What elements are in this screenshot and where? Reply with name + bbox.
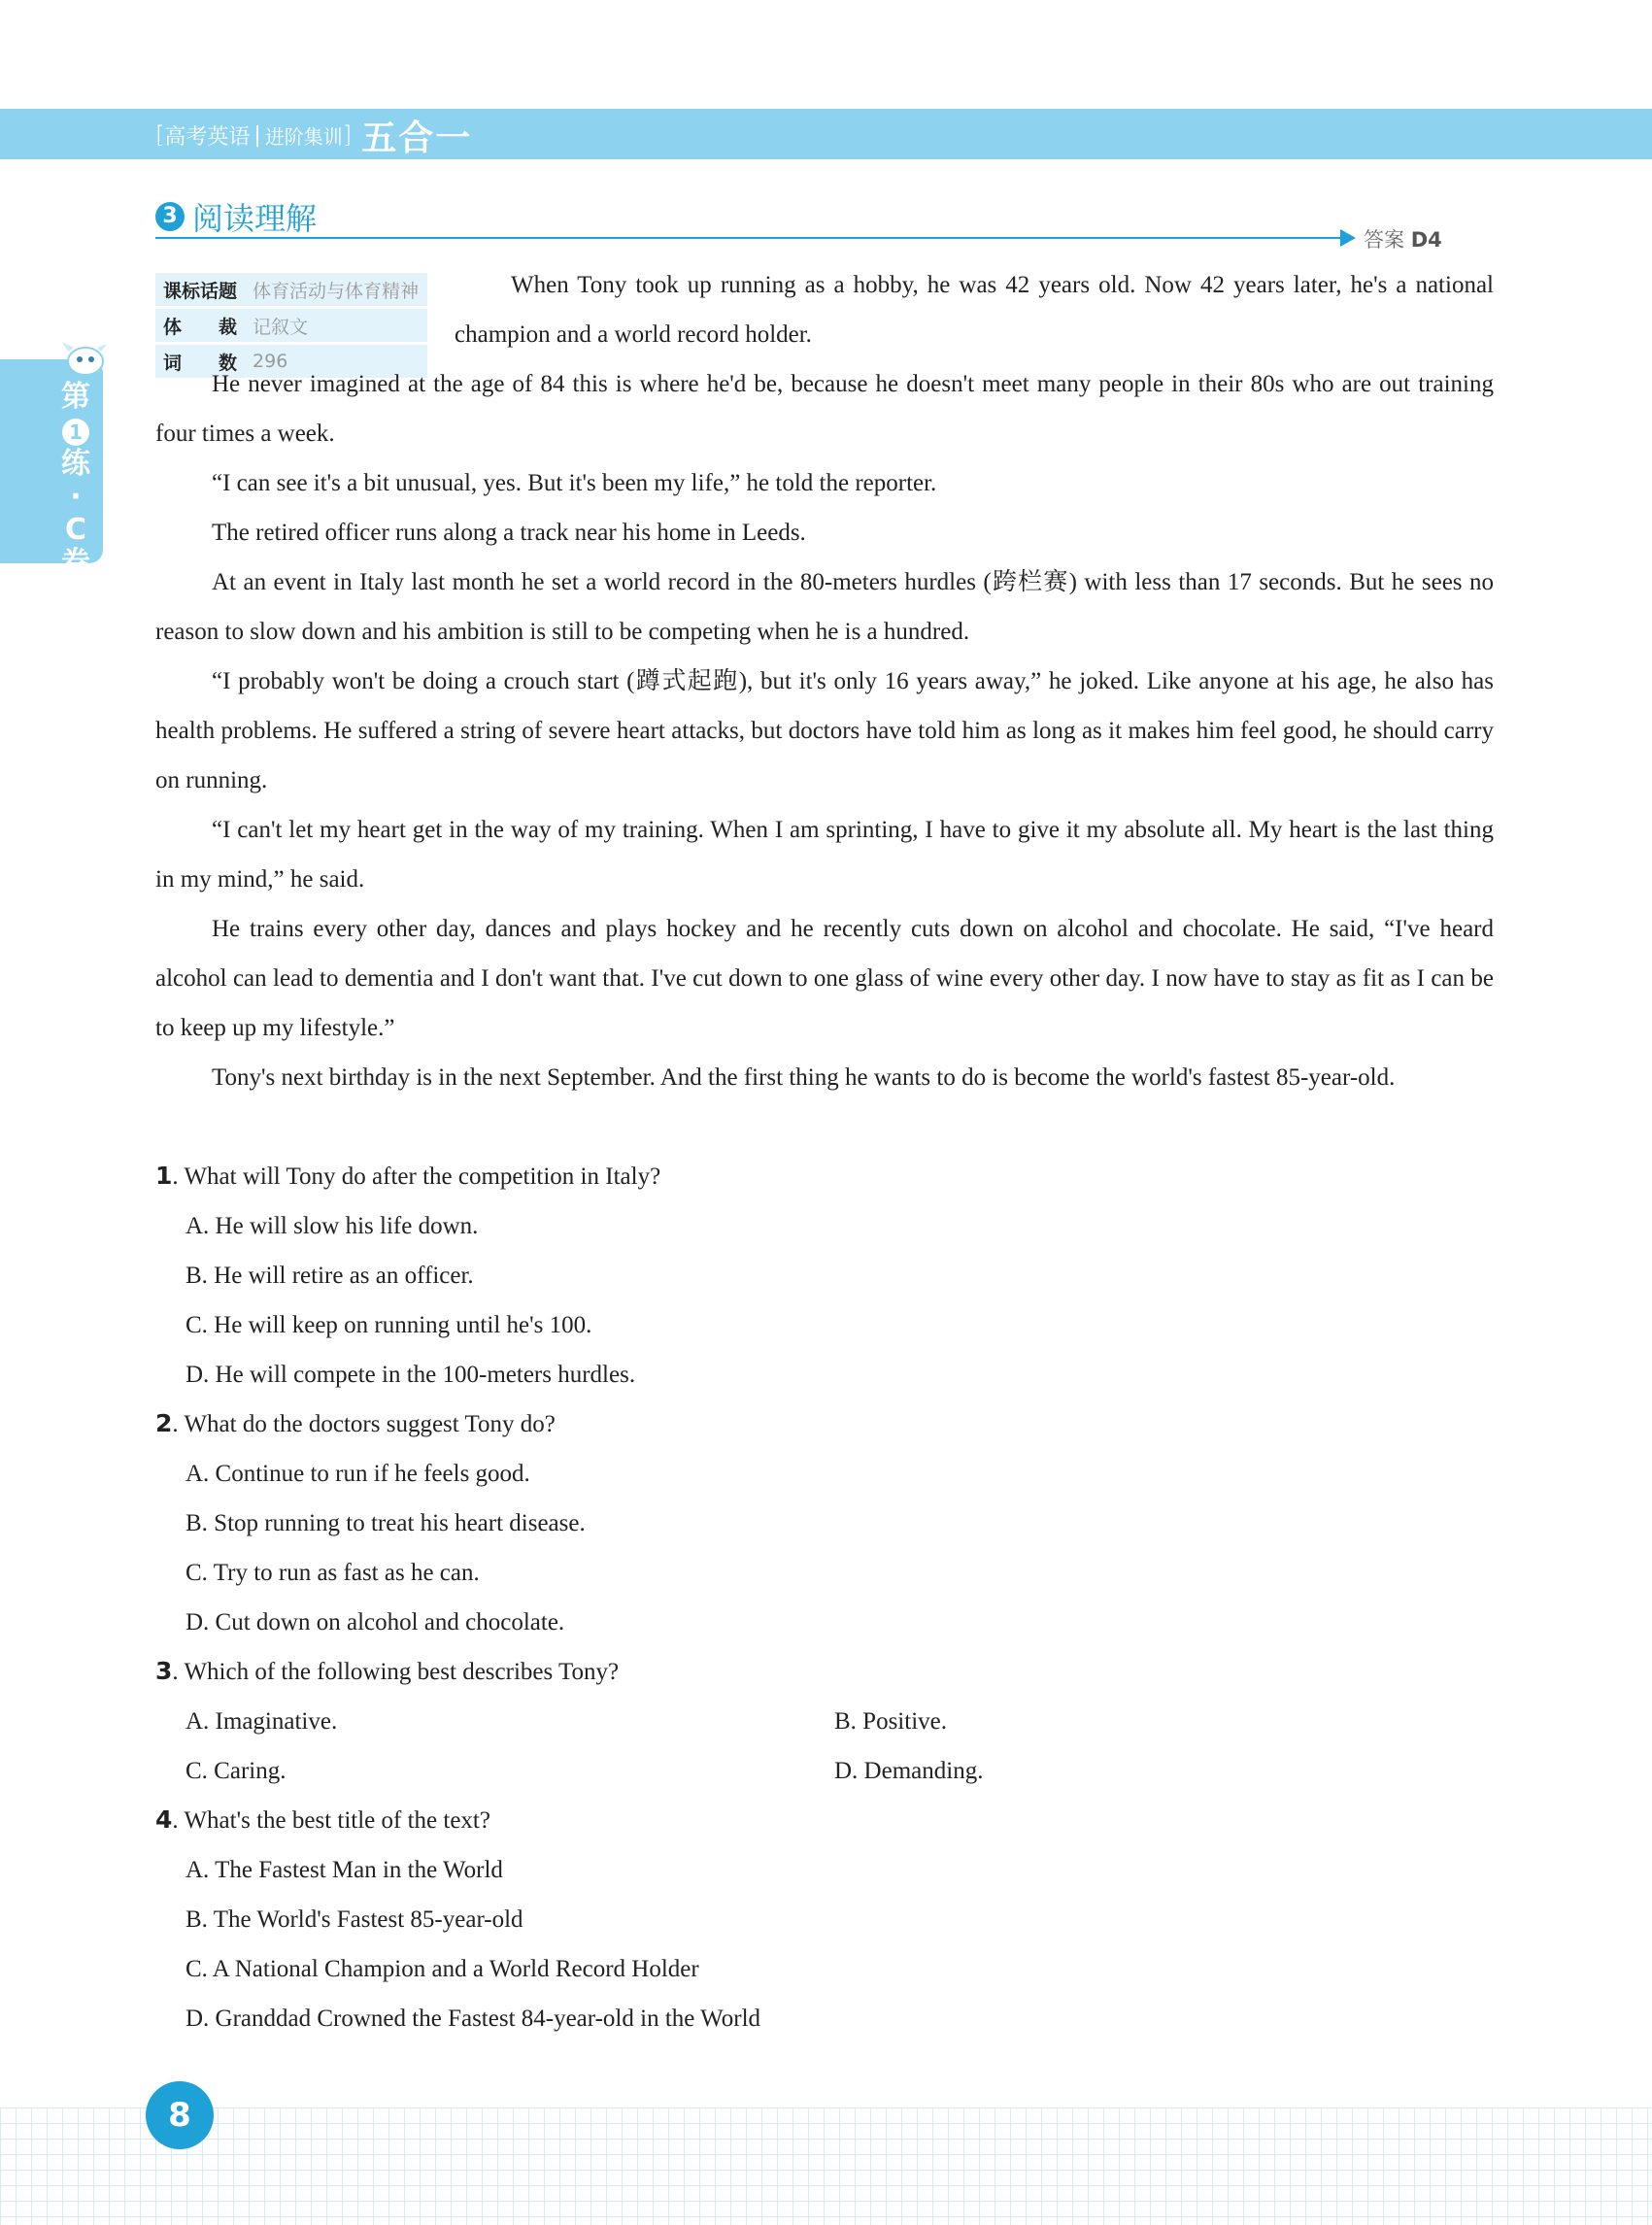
- header-bracket-right: ]: [342, 121, 353, 149]
- option-d[interactable]: D. He will compete in the 100-meters hurdles.: [185, 1362, 636, 1388]
- option-b[interactable]: B. He will retire as an officer.: [185, 1263, 474, 1289]
- header-bracket-left: [: [155, 121, 165, 149]
- question-number: 3: [155, 1657, 173, 1685]
- side-tab-line4: 卷: [61, 546, 90, 580]
- option-b[interactable]: B. Stop running to treat his heart disease.: [185, 1510, 586, 1536]
- passage-paragraph-6: “I probably won't be doing a crouch start (蹲式起跑), but it's only 16 years away,” he joked. Like anyone at his age, he also has health problems. He suffered a string of severe heart attacks, but doctors have told him as long as it makes him feel good, he should carry on running.: [155, 668, 1494, 793]
- question-number: 2: [155, 1409, 173, 1437]
- header-separator: |: [253, 122, 261, 148]
- side-tab-label: [54, 381, 97, 580]
- side-tab-line2: 练: [61, 447, 90, 481]
- question-number: 4: [155, 1805, 173, 1834]
- genre-label: 体 裁: [155, 309, 245, 342]
- header-series: 高考英语: [164, 124, 251, 150]
- option-a[interactable]: A. The Fastest Man in the World: [185, 1857, 503, 1883]
- passage-paragraph-5: At an event in Italy last month he set a world record in the 80-meters hurdles (跨栏赛) with less than 17 seconds. But he sees no reason to slow down and his ambition is still to be competing when he is a hundred.: [155, 569, 1494, 645]
- question-2: [155, 1399, 586, 1647]
- question-number: 1: [155, 1162, 173, 1190]
- section-title: [155, 194, 317, 239]
- header-main-title: 五合一: [361, 118, 473, 158]
- words-value: 296: [245, 345, 427, 378]
- option-a[interactable]: A. Imaginative.: [185, 1708, 338, 1735]
- option-b[interactable]: B. The World's Fastest 85-year-old: [185, 1906, 523, 1933]
- passage-paragraph-2: He never imagined at the age of 84 this is where he'd be, because he doesn't meet many people in their 80s who are out training four times a week.: [155, 371, 1494, 447]
- passage-paragraph-1: When Tony took up running as a hobby, he was 42 years old. Now 42 years later, he's a national champion and a world record holder.: [455, 272, 1494, 348]
- question-text: . What will Tony do after the competition in Italy?: [172, 1163, 661, 1190]
- passage-paragraph-3: “I can see it's a bit unusual, yes. But it's been my life,” he told the reporter.: [212, 470, 937, 496]
- option-a[interactable]: A. He will slow his life down.: [185, 1213, 479, 1239]
- passage-paragraph-9: Tony's next birthday is in the next September. And the first thing he wants to do is become the world's fastest 85-year-old.: [212, 1064, 1396, 1091]
- side-tab-line3: C: [64, 513, 87, 547]
- topic-label: 课标话题: [155, 273, 245, 306]
- topic-value: 体育活动与体育精神: [245, 273, 427, 306]
- section-number-icon: 3: [155, 202, 185, 231]
- passage-body: [155, 359, 1494, 1102]
- passage-paragraph-8: He trains every other day, dances and plays hockey and he recently cuts down on alcohol and chocolate. He said, “I've heard alcohol can lead to dementia and I don't want that. I've cut down to one glass of wine every other day. I now have to stay as fit as I can be to keep up my lifestyle.”: [155, 916, 1494, 1041]
- answer-reference: [1364, 224, 1442, 253]
- option-d[interactable]: D. Cut down on alcohol and chocolate.: [185, 1609, 565, 1635]
- genre-value: 记叙文: [245, 309, 427, 342]
- book-header: [155, 115, 473, 158]
- option-c[interactable]: C. A National Champion and a World Record Holder: [185, 1956, 699, 1982]
- question-1: [155, 1151, 660, 1399]
- question-4: [155, 1795, 760, 2043]
- option-b[interactable]: B. Positive.: [834, 1708, 947, 1735]
- side-tab-dot: ·: [70, 480, 82, 514]
- question-3: [155, 1646, 1453, 1796]
- section-label: 阅读理解: [192, 200, 318, 237]
- option-c[interactable]: C. Caring.: [185, 1758, 287, 1784]
- option-row: [155, 1697, 1453, 1746]
- side-tab-number: 1: [62, 419, 89, 446]
- answer-code: D4: [1410, 228, 1442, 252]
- title-divider: [155, 237, 1342, 239]
- header-subtitle: 进阶集训: [264, 124, 343, 149]
- option-c[interactable]: C. He will keep on running until he's 100.: [185, 1312, 592, 1338]
- option-row: [155, 1746, 1453, 1796]
- question-stem: [155, 1646, 1453, 1697]
- option-a[interactable]: A. Continue to run if he feels good.: [185, 1461, 530, 1487]
- option-d[interactable]: D. Demanding.: [834, 1758, 984, 1784]
- passage-intro: [155, 260, 1494, 359]
- arrow-right-icon: [1340, 229, 1356, 247]
- passage-paragraph-4: The retired officer runs along a track near his home in Leeds.: [212, 520, 806, 546]
- passage-paragraph-7: “I can't let my heart get in the way of my training. When I am sprinting, I have to give it my absolute all. My heart is the last thing in my mind,” he said.: [155, 817, 1494, 893]
- page-number: 8: [146, 2081, 214, 2149]
- question-stem: [155, 1795, 760, 1845]
- question-text: . What do the doctors suggest Tony do?: [172, 1411, 556, 1437]
- side-tab-line1: 第: [61, 380, 90, 414]
- option-c[interactable]: C. Try to run as fast as he can.: [185, 1560, 480, 1586]
- answer-label: 答案: [1364, 228, 1404, 252]
- footer-grid-pattern: [0, 2107, 1652, 2225]
- option-d[interactable]: D. Granddad Crowned the Fastest 84-year-old in the World: [185, 2006, 761, 2032]
- question-text: . Which of the following best describes Tony?: [172, 1659, 620, 1685]
- question-stem: [155, 1151, 660, 1201]
- words-label: 词 数: [155, 345, 245, 378]
- question-text: . What's the best title of the text?: [172, 1807, 490, 1834]
- question-stem: [155, 1399, 586, 1449]
